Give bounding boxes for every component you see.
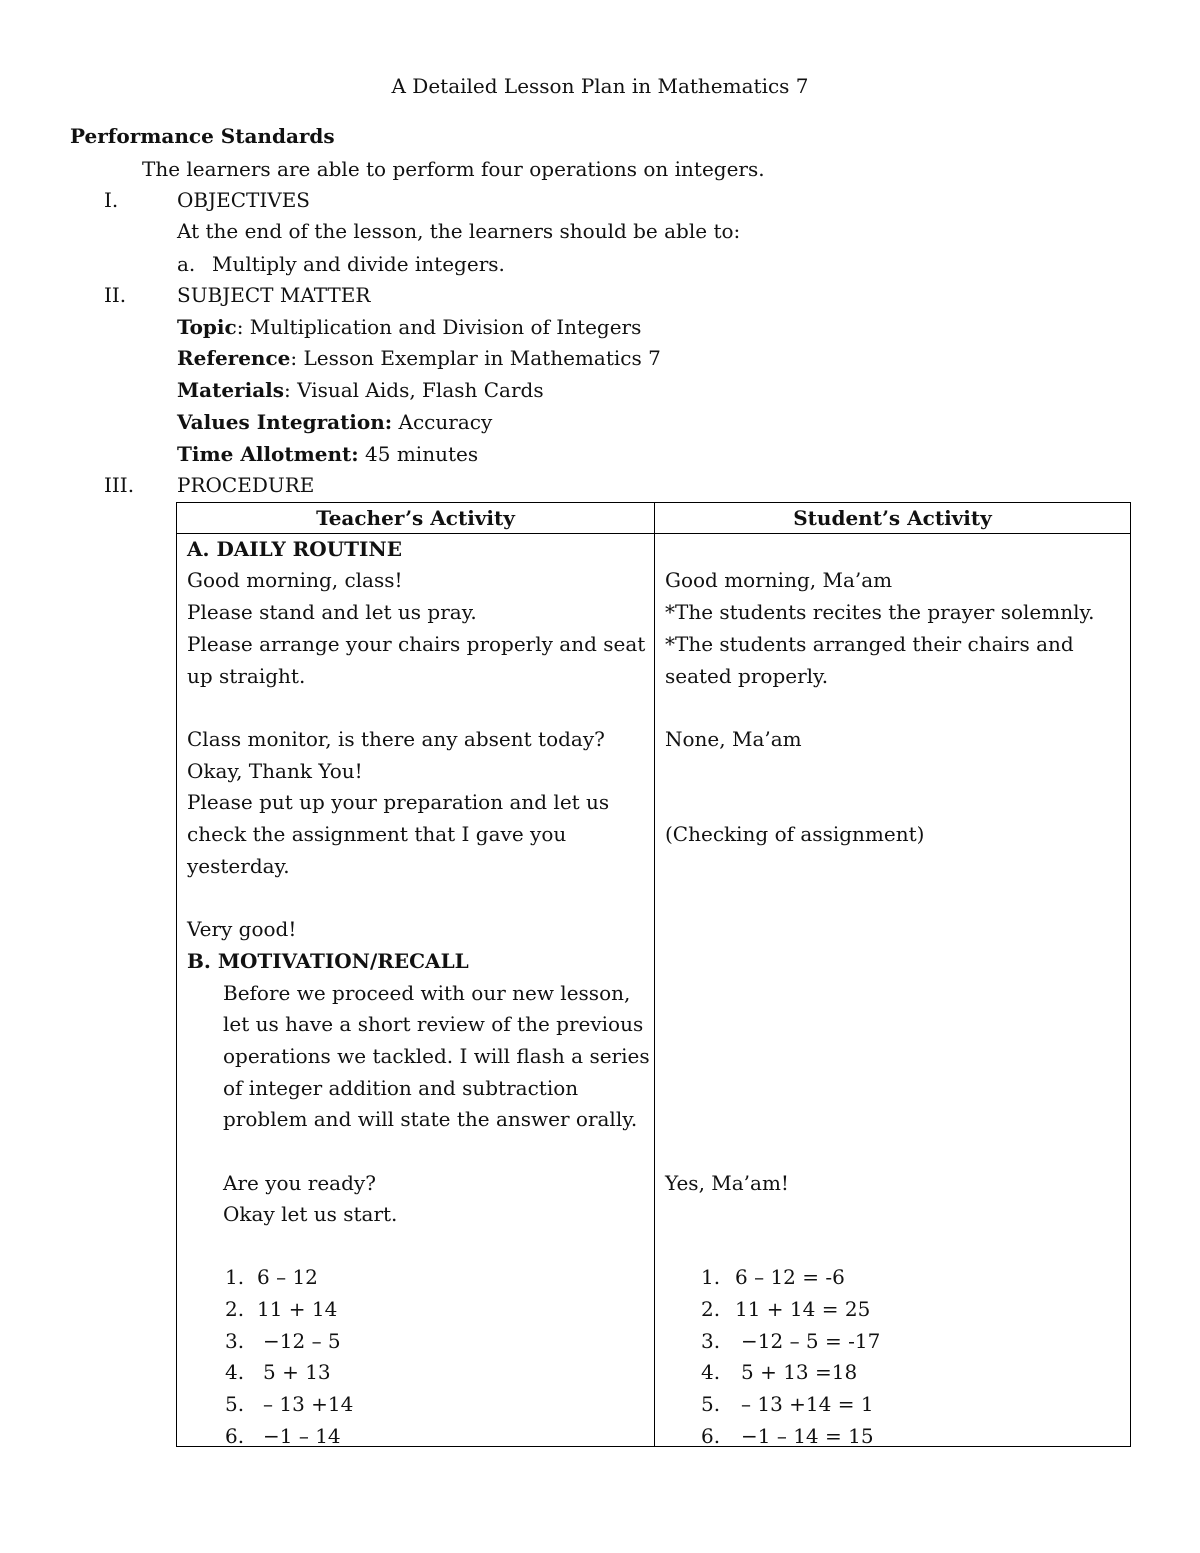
teacher-activity-cell: [177, 534, 655, 1447]
student-line: (Checking of assignment): [665, 822, 925, 846]
field-materials: [177, 374, 544, 406]
teacher-line: Please put up your preparation and let us: [187, 790, 610, 814]
field-value: Accuracy: [398, 410, 493, 434]
field-sep: :: [284, 378, 298, 402]
document-title: A Detailed Lesson Plan in Mathematics 7: [391, 74, 809, 98]
motivation-line: operations we tackled. I will flash a series: [223, 1044, 650, 1068]
field-time-allotment: [177, 438, 478, 470]
objective-item-marker: a.: [177, 252, 196, 276]
subject-matter-numeral: II.: [104, 283, 127, 307]
answer-number: 2.: [701, 1297, 721, 1321]
student-activity-header: Student’s Activity: [655, 503, 1131, 534]
student-line: seated properly.: [665, 664, 829, 688]
motivation-line: of integer addition and subtraction: [223, 1076, 579, 1100]
answer-expression: −1 – 14 = 15: [741, 1424, 874, 1448]
field-label: Topic: [177, 315, 237, 339]
teacher-line: Class monitor, is there any absent today?: [187, 727, 605, 751]
answer-number: 4.: [701, 1360, 721, 1384]
field-value: Lesson Exemplar in Mathematics 7: [303, 346, 661, 370]
teacher-line: check the assignment that I gave you: [187, 822, 567, 846]
subject-matter-heading: SUBJECT MATTER: [177, 283, 371, 307]
answer-expression: – 13 +14 = 1: [741, 1392, 874, 1416]
field-label: Values Integration:: [177, 410, 393, 434]
motivation-line: problem and will state the answer orally.: [223, 1107, 638, 1131]
teacher-line: up straight.: [187, 664, 306, 688]
table-row: [177, 534, 1131, 1447]
problem-expression: 6 – 12: [257, 1265, 318, 1289]
daily-routine-heading: A. DAILY ROUTINE: [187, 537, 402, 561]
problem-number: 5.: [225, 1392, 245, 1416]
procedure-table: [176, 502, 1131, 1447]
performance-standards-heading: Performance Standards: [70, 124, 335, 148]
problem-expression: – 13 +14: [263, 1392, 354, 1416]
answer-number: 6.: [701, 1424, 721, 1448]
objectives-intro: At the end of the lesson, the learners should be able to:: [177, 219, 741, 243]
field-value: Multiplication and Division of Integers: [249, 315, 642, 339]
field-value: 45 minutes: [365, 442, 479, 466]
teacher-line: Okay, Thank You!: [187, 759, 363, 783]
table-header-row: [177, 503, 1131, 534]
teacher-line: Please stand and let us pray.: [187, 600, 477, 624]
field-topic: [177, 311, 641, 343]
field-sep: :: [290, 346, 304, 370]
student-line: Good morning, Ma’am: [665, 568, 893, 592]
start-line: Okay let us start.: [223, 1202, 398, 1226]
field-sep: :: [236, 315, 250, 339]
field-label: Materials: [177, 378, 285, 402]
problem-expression: −1 – 14: [263, 1424, 341, 1448]
objective-item-text: Multiply and divide integers.: [212, 252, 505, 276]
performance-standards-text: The learners are able to perform four operations on integers.: [142, 157, 765, 181]
ready-question: Are you ready?: [223, 1171, 376, 1195]
answer-expression: −12 – 5 = -17: [741, 1329, 881, 1353]
answer-number: 5.: [701, 1392, 721, 1416]
field-value: Visual Aids, Flash Cards: [297, 378, 544, 402]
student-activity-cell: [655, 534, 1131, 1447]
answer-number: 3.: [701, 1329, 721, 1353]
procedure-heading: PROCEDURE: [177, 473, 315, 497]
field-label: Time Allotment:: [177, 442, 359, 466]
answer-expression: 5 + 13 =18: [741, 1360, 858, 1384]
problem-number: 2.: [225, 1297, 245, 1321]
objectives-heading: OBJECTIVES: [177, 188, 310, 212]
problem-number: 1.: [225, 1265, 245, 1289]
teacher-line: yesterday.: [187, 854, 290, 878]
teacher-line: Please arrange your chairs properly and seat: [187, 632, 646, 656]
answer-expression: 6 – 12 = -6: [735, 1265, 845, 1289]
problem-number: 3.: [225, 1329, 245, 1353]
student-line: Yes, Ma’am!: [665, 1171, 789, 1195]
teacher-line: Good morning, class!: [187, 568, 403, 592]
answer-expression: 11 + 14 = 25: [735, 1297, 871, 1321]
motivation-heading: B. MOTIVATION/RECALL: [187, 949, 469, 973]
objectives-numeral: I.: [104, 188, 119, 212]
teacher-activity-header: Teacher’s Activity: [177, 503, 655, 534]
problem-expression: 11 + 14: [257, 1297, 338, 1321]
answer-number: 1.: [701, 1265, 721, 1289]
problem-number: 6.: [225, 1424, 245, 1448]
field-reference: [177, 342, 661, 374]
student-line: None, Ma’am: [665, 727, 802, 751]
procedure-numeral: III.: [104, 473, 135, 497]
field-label: Reference: [177, 346, 291, 370]
field-values-integration: [177, 406, 492, 438]
problem-expression: 5 + 13: [263, 1360, 331, 1384]
problem-number: 4.: [225, 1360, 245, 1384]
problem-expression: −12 – 5: [263, 1329, 341, 1353]
teacher-line: Very good!: [187, 917, 297, 941]
student-line: *The students arranged their chairs and: [665, 632, 1074, 656]
motivation-line: Before we proceed with our new lesson,: [223, 981, 631, 1005]
motivation-line: let us have a short review of the previous: [223, 1012, 644, 1036]
student-line: *The students recites the prayer solemnly.: [665, 600, 1095, 624]
